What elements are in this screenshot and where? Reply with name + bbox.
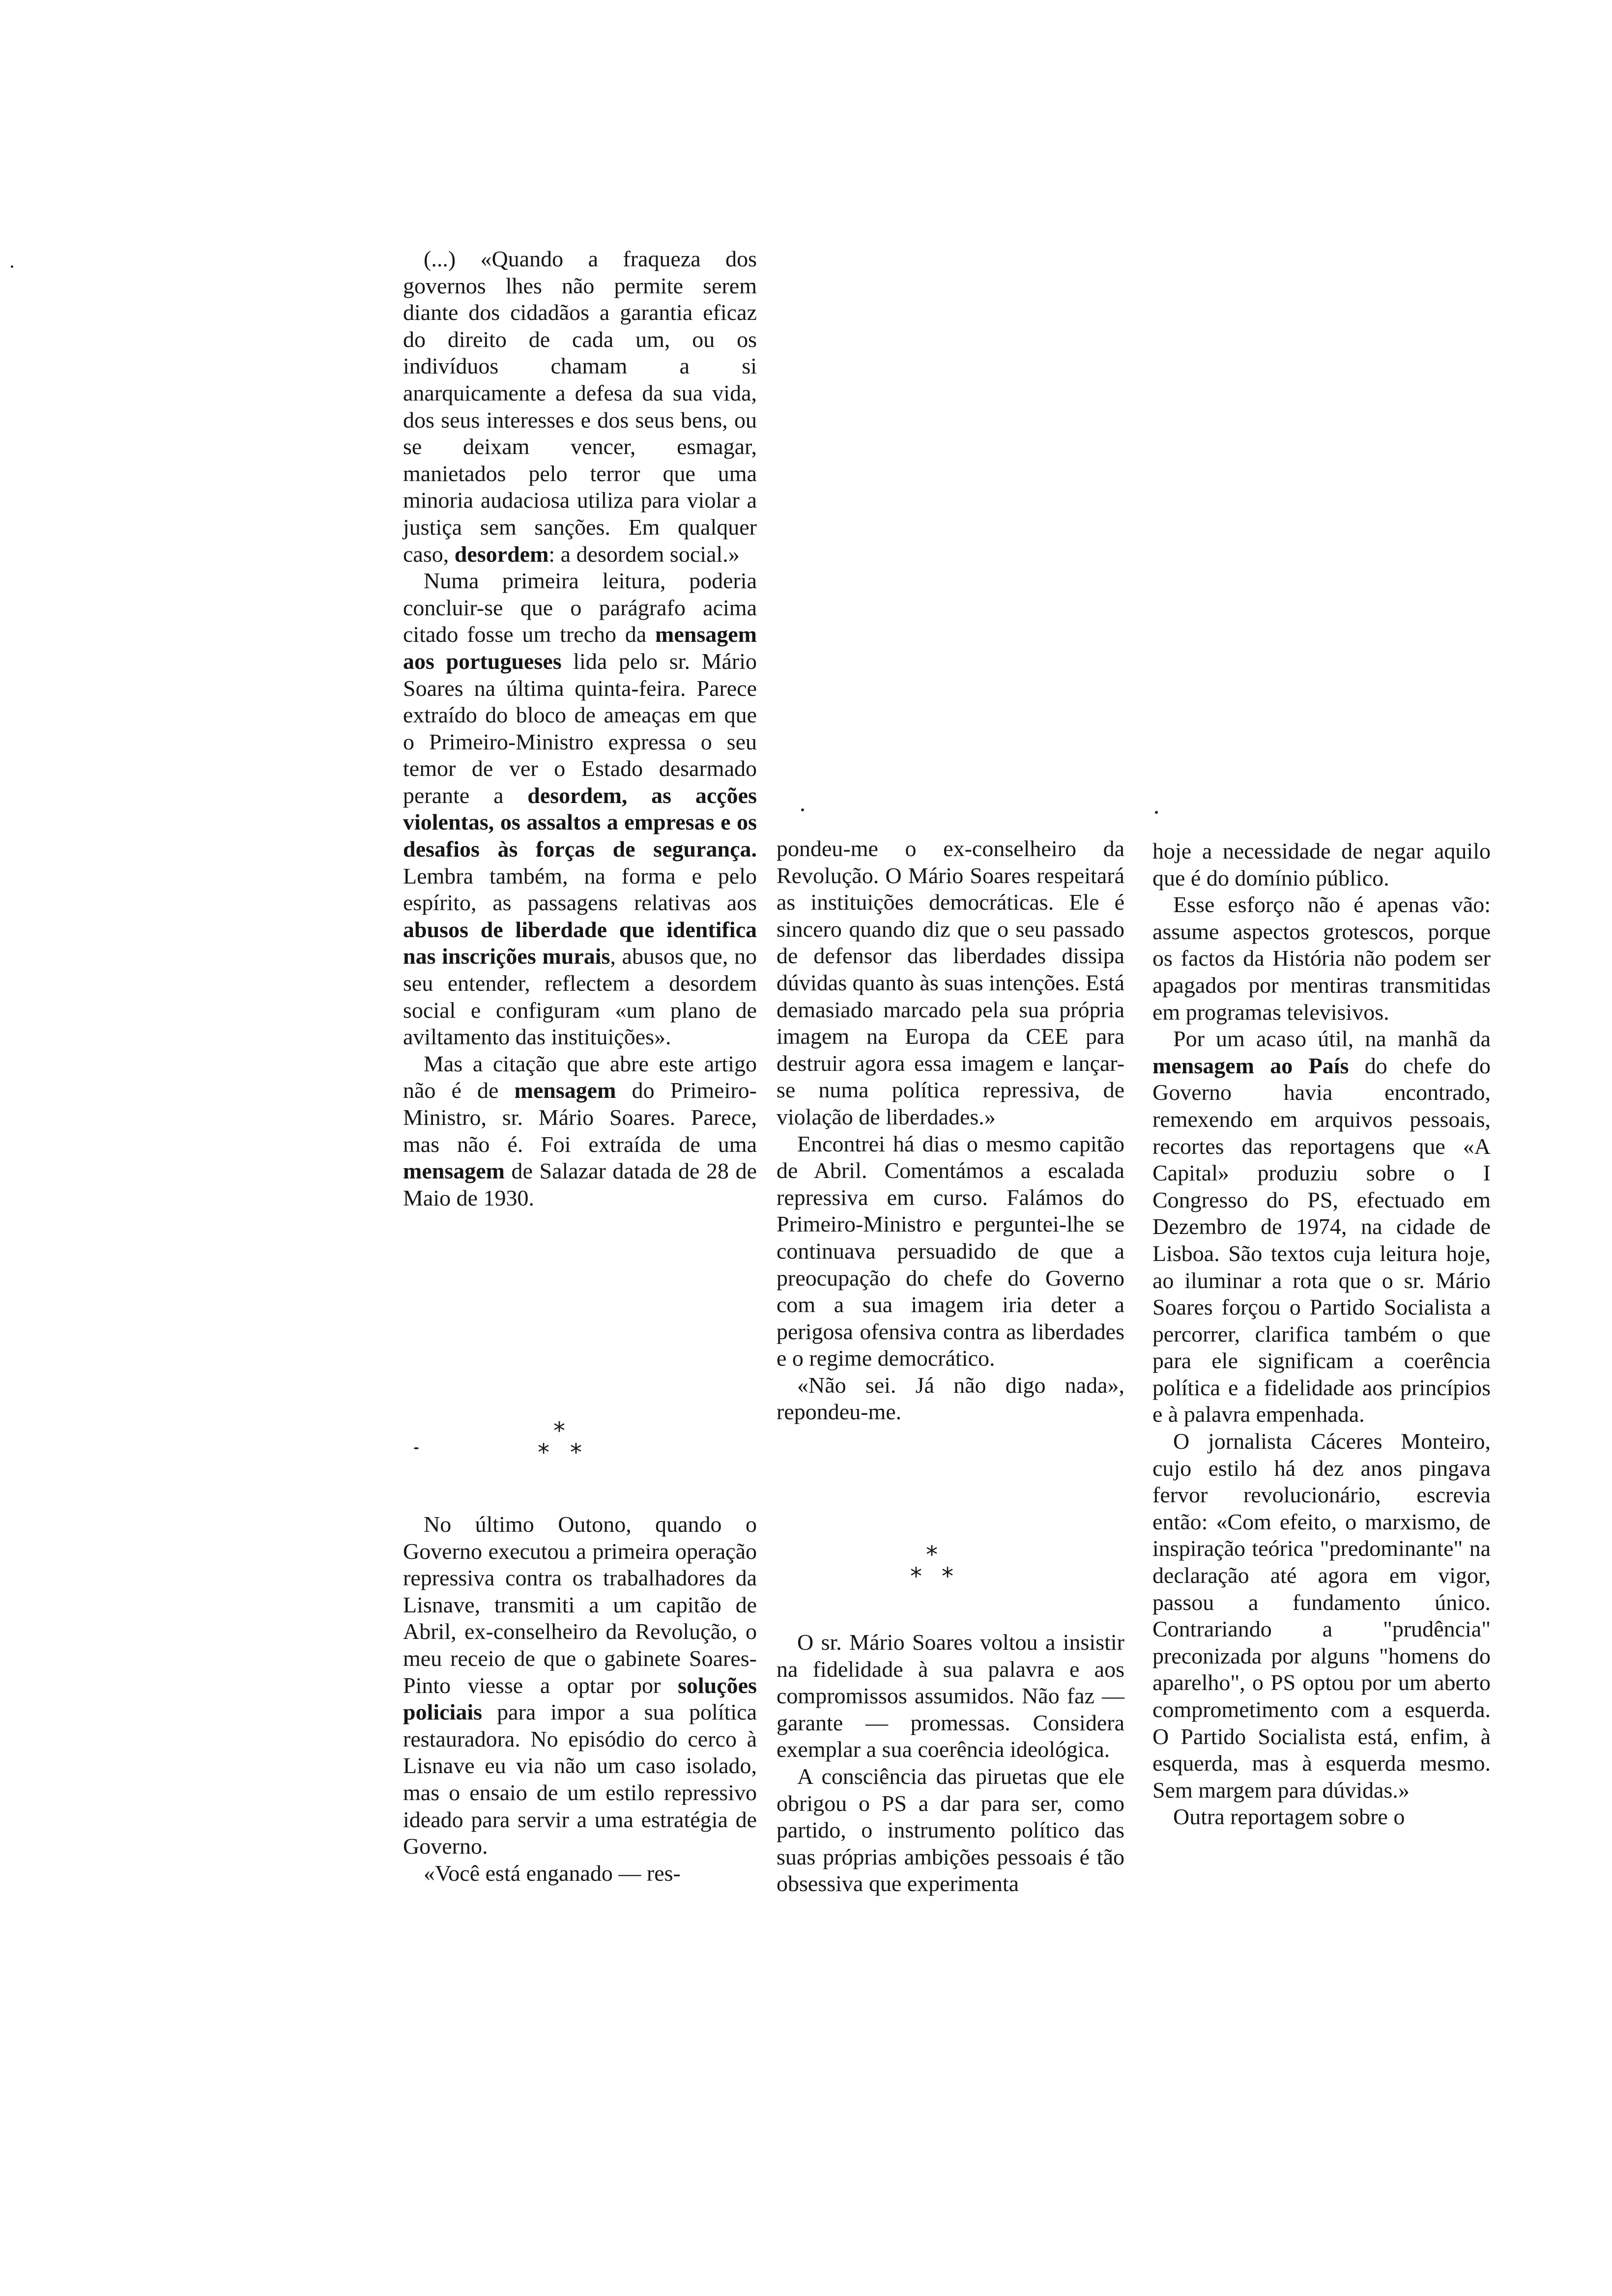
body-text: Numa primeira leitura, poderia concluir-se que o parágrafo acima citado fosse um trecho da — [403, 568, 757, 647]
scan-speck — [801, 808, 804, 811]
article-paragraph — [777, 1131, 1124, 1372]
article-paragraph — [1152, 838, 1491, 891]
emphasis-text: desordem — [454, 541, 549, 567]
article-paragraph — [777, 1372, 1124, 1426]
scan-speck — [1155, 811, 1158, 814]
body-text: Esse esforço não é apenas vão: assume aspectos grotescos, porque os factos da História não podem ser apagados por mentiras transmitidas em programas televisivos. — [1152, 892, 1491, 1025]
section-separator — [904, 1543, 963, 1597]
separator-star: * — [570, 1439, 582, 1466]
body-text: , abusos que, no seu entender, reflectem a desordem social e configuram «um plano de aviltamento das instituições». — [403, 944, 757, 1050]
section-separator — [531, 1419, 590, 1473]
article-column-2-upper — [777, 835, 1124, 1426]
body-text: do chefe do Governo havia encontrado, remexendo em arquivos pessoais, recortes das reportagens que «A Capital» produziu sobre o I Congresso do PS, efectuado em Dezembro de 1974, na cidade de Lisboa. São textos cuja leitura hoje, ao iluminar a rota que o sr. Mário Soares forçou o Partido Socialista a percorrer, clarifica também o que para ele significam a coerência política e a fidelidade aos princípios e à palavra empenhada. — [1152, 1053, 1491, 1427]
body-text: hoje a necessidade de negar aquilo que é do domínio público. — [1152, 838, 1491, 890]
body-text: O sr. Mário Soares voltou a insistir na fidelidade à sua palavra e aos compromissos assumidos. Não faz — garante — promessas. Considera exemplar a sua coerência ideológica. — [777, 1630, 1124, 1762]
separator-star: * — [553, 1417, 565, 1445]
body-text: Lembra também, na forma e pelo espírito, as passagens relativas aos — [403, 863, 757, 916]
body-text: A consciência das piruetas que ele obrigou o PS a dar para ser, como partido, o instrumento político das suas próprias ambições pessoais é tão obsessiva que experimenta — [777, 1763, 1124, 1896]
body-text: O jornalista Cáceres Monteiro, cujo estilo há dez anos pingava fervor revolucionário, escrevia então: «Com efeito, o marxismo, de inspiração teórica "predominante" na declaração até agora em vigor, passou a fundamento único. Contrariando a "prudência" preconizada por alguns "homens do aparelho", o PS optou por um aberto comprometimento com a esquerda. O Partido Socialista está, enfim, à esquerda, mas à esquerda mesmo. Sem margem para dúvidas.» — [1152, 1429, 1491, 1803]
article-paragraph — [403, 1511, 757, 1860]
emphasis-text: mensagem — [403, 1158, 505, 1184]
body-text: Por um acaso útil, na manhã da — [1173, 1026, 1491, 1052]
emphasis-text: mensagem — [514, 1078, 616, 1103]
article-paragraph — [1152, 1804, 1491, 1831]
body-text: para impor a sua política restauradora. No episódio do cerco à Lisnave eu via não um caso isolado, mas o ensaio de um estilo repressivo ideado para servir a uma estratégia de Governo. — [403, 1699, 757, 1859]
article-paragraph — [403, 568, 757, 1051]
body-text: «Você está enganado — res- — [424, 1860, 681, 1886]
article-column-3 — [1152, 838, 1491, 1831]
body-text: de Salazar datada de 28 de Maio de 1930. — [403, 1158, 757, 1210]
article-column-1-lower — [403, 1511, 757, 1887]
article-paragraph — [1152, 1428, 1491, 1804]
emphasis-text: desordem, as acções violentas, os assaltos a empresas e os desafios às forças de segurança. — [403, 782, 757, 862]
article-paragraph — [403, 1860, 757, 1887]
article-column-2-lower — [777, 1629, 1124, 1897]
emphasis-text: mensagem ao País — [1152, 1053, 1349, 1078]
separator-star: * — [910, 1563, 922, 1590]
article-paragraph — [777, 1629, 1124, 1763]
article-paragraph — [777, 1763, 1124, 1897]
article-paragraph — [777, 835, 1124, 1131]
scan-speck — [11, 265, 13, 268]
body-text: «Não sei. Já não digo nada», repondeu-me. — [777, 1372, 1124, 1425]
body-text: do Primeiro-Ministro, sr. Mário Soares. Parece, mas não é. Foi extraída de uma — [403, 1078, 757, 1157]
article-paragraph — [1152, 1026, 1491, 1428]
article-column-1-upper — [403, 246, 757, 1211]
body-text: Encontrei há dias o mesmo capitão de Abril. Comentámos a escalada repressiva em curso. Falámos do Primeiro-Ministro e perguntei-lhe se continuava persuadido de que a preocupação do chefe do Governo com a sua imagem iria deter a perigosa ofensiva contra as liberdades e o regime democrático. — [777, 1131, 1124, 1371]
scan-speck — [414, 1447, 419, 1449]
body-text: pondeu-me o ex-conselheiro da Revolução. O Mário Soares respeitará as instituições democráticas. Ele é sincero quando diz que o seu passado de defensor das liberdades dissipa dúvidas quanto às suas intenções. Está demasiado marcado pela sua própria imagem na Europa da CEE para destruir agora essa imagem e lançar-se numa política repressiva, de violação de liberdades.» — [777, 836, 1124, 1129]
separator-star: * — [926, 1541, 938, 1569]
article-paragraph — [403, 1051, 757, 1212]
body-text: (...) «Quando a fraqueza dos governos lhes não permite serem diante dos cidadãos a garantia eficaz do direito de cada um, ou os indivíduos chamam a si anarquicamente a defesa da sua vida, dos seus interesses e dos seus bens, ou se deixam vencer, esmagar, manietados pelo terror que uma minoria audaciosa utiliza para violar a justiça sem sanções. Em qualquer caso, — [403, 246, 757, 567]
emphasis-text: mensagem aos portugueses — [403, 622, 757, 674]
separator-star: * — [942, 1563, 953, 1590]
separator-star: * — [538, 1439, 549, 1466]
article-paragraph — [1152, 891, 1491, 1026]
body-text: Outra reportagem sobre o — [1173, 1804, 1405, 1830]
body-text: lida pelo sr. Mário Soares na última quinta-feira. Parece extraído do bloco de ameaças em que o Primeiro-Ministro expressa o seu temor de ver o Estado desarmado perante a — [403, 648, 757, 808]
article-paragraph — [403, 246, 757, 568]
emphasis-text: abusos de liberdade que identifica nas inscrições murais — [403, 917, 757, 969]
body-text: Mas a citação que abre este artigo não é de — [403, 1051, 757, 1103]
body-text: : a desordem social.» — [548, 541, 740, 567]
body-text: No último Outono, quando o Governo executou a primeira operação repressiva contra os trabalhadores da Lisnave, transmiti a um capitão de Abril, ex-conselheiro da Revolução, o meu receio de que o gabinete Soares-Pinto viesse a optar por — [403, 1512, 757, 1698]
emphasis-text: soluções policiais — [403, 1672, 757, 1725]
